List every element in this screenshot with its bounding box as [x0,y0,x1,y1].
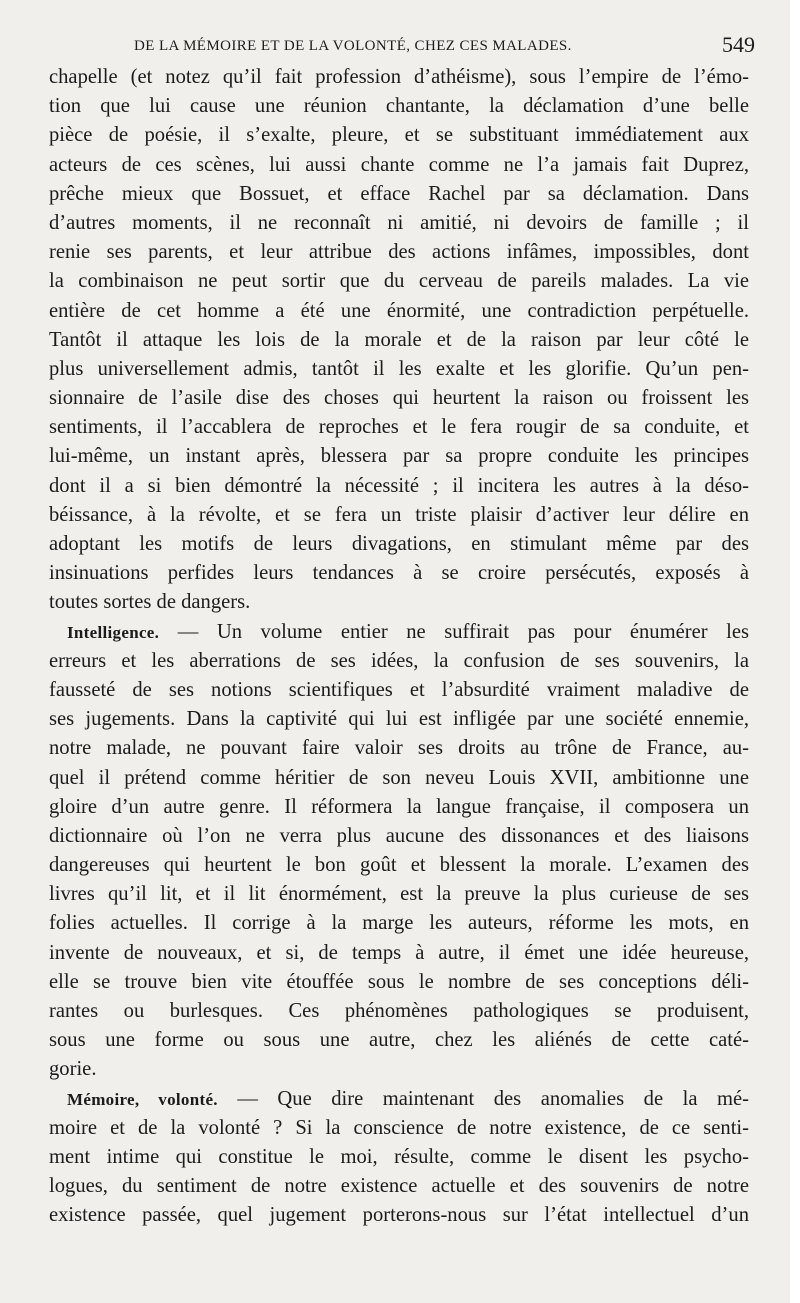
text-line: logues, du sentiment de notre existence actuelle et des souvenirs de notre [49,1175,749,1198]
text-line: d’autres moments, il ne reconnaît ni amitié, ni devoirs de famille ; il [49,211,749,234]
page-header [50,30,755,60]
text-line: livres qu’il lit, et il lit énormément, est la preuve la plus curieuse de ses [49,883,749,906]
text-line: adoptant les motifs de leurs divagations, en stimulant même par des [49,533,749,555]
page-edge [790,0,800,1303]
text-line: Tantôt il attaque les lois de la morale et de la raison par leur côté le [49,328,749,351]
text-line: quel il prétend comme héritier de son neveu Louis XVII, ambitionne une [49,766,749,789]
text-line: gorie. [49,1058,97,1081]
text-line: pièce de poésie, il s’exalte, pleure, et se substituant immédiatement aux [49,124,749,147]
run-in-heading: Mémoire, volonté. [67,1089,218,1109]
text-line: fausseté de ses notions scientifiques et l’absurdité vraiment maladive de [49,678,749,701]
text-line: entière de cet homme a été une énormité, une contradiction perpétuelle. [49,299,749,322]
text-line: sionnaire de l’asile dise des choses qui heurtent la raison ou froissent les [49,387,749,410]
text-line: sous une forme ou sous une autre, chez les aliénés de cette caté- [49,1029,749,1052]
text-line: gloire d’un autre genre. Il réformera la langue française, il composera un [49,795,749,818]
text-line: plus universellement admis, tantôt il les exalte et les glorifie. Qu’un pen- [49,357,749,380]
text-line: ment intime qui constitue le moi, résulte, comme le disent les psycho- [49,1145,749,1168]
text-line: lui-même, un instant après, blessera par sa propre conduite les principes [49,445,749,468]
text-line: acteurs de ces scènes, lui aussi chante comme ne l’a jamais fait Duprez, [49,153,749,176]
section-memoire-volonte: Mémoire, volonté. — Que dire maintenant des anomalies de la mé- [67,1087,749,1110]
text-line: elle se trouve bien vite étouffée sous le nombre de ses conceptions déli- [49,970,749,993]
text-line: erreurs et les aberrations de ses idées, la confusion de ses souvenirs, la [49,649,749,672]
section-intelligence: Intelligence. — Un volume entier ne suffirait pas pour énumérer les [67,620,749,643]
text-line: invente de nouveaux, et si, de temps à autre, il émet une idée heureuse, [49,941,749,964]
text-line: moire et de la volonté ? Si la conscience de notre existence, de ce senti- [49,1116,749,1139]
run-in-heading: Intelligence. [67,622,160,642]
text-line: la combinaison ne peut sortir que du cerveau de pareils malades. La vie [49,270,749,293]
text-line: béissance, à la révolte, et se fera un triste plaisir d’activer leur délire en [49,503,749,526]
text-line: prêche mieux que Bossuet, et efface Rachel par sa déclamation. Dans [49,182,749,205]
text-line: renie ses parents, et leur attribue des actions infâmes, impossibles, dont [49,241,749,264]
text-line: insinuations perfides leurs tendances à se croire persécutés, exposés à [49,562,749,585]
text-line: dangereuses qui heurtent le bon goût et blessent la morale. L’examen des [49,854,749,877]
text-line: dont il a si bien démontré la nécessité ; il incitera les autres à la déso- [49,474,749,497]
text-line: ses jugements. Dans la captivité qui lui est infligée par une société ennemie, [49,708,749,731]
text-line: tion que lui cause une réunion chantante, la déclamation d’une belle [49,95,749,118]
text-line: dictionnaire où l’on ne verra plus aucune des dissonances et des liaisons [49,824,749,847]
text-line: existence passée, quel jugement porterons-nous sur l’état intellectuel d’un [49,1204,749,1227]
body-text [49,63,749,1231]
text-line: rantes ou burlesques. Ces phénomènes pathologiques se produisent, [49,1000,749,1022]
text-line: folies actuelles. Il corrige à la marge les auteurs, réforme les mots, en [49,912,749,935]
running-head: DE LA MÉMOIRE ET DE LA VOLONTÉ, CHEZ CES MALADES. [134,38,572,54]
text-line: sentiments, il l’accablera de reproches et le fera rougir de sa conduite, et [49,416,749,439]
text-line: toutes sortes de dangers. [49,591,251,614]
page-number: 549 [722,32,755,57]
text-line: chapelle (et notez qu’il fait profession d’athéisme), sous l’empire de l’émo- [49,66,749,88]
text-line: notre malade, ne pouvant faire valoir ses droits au trône de France, au- [49,737,749,760]
